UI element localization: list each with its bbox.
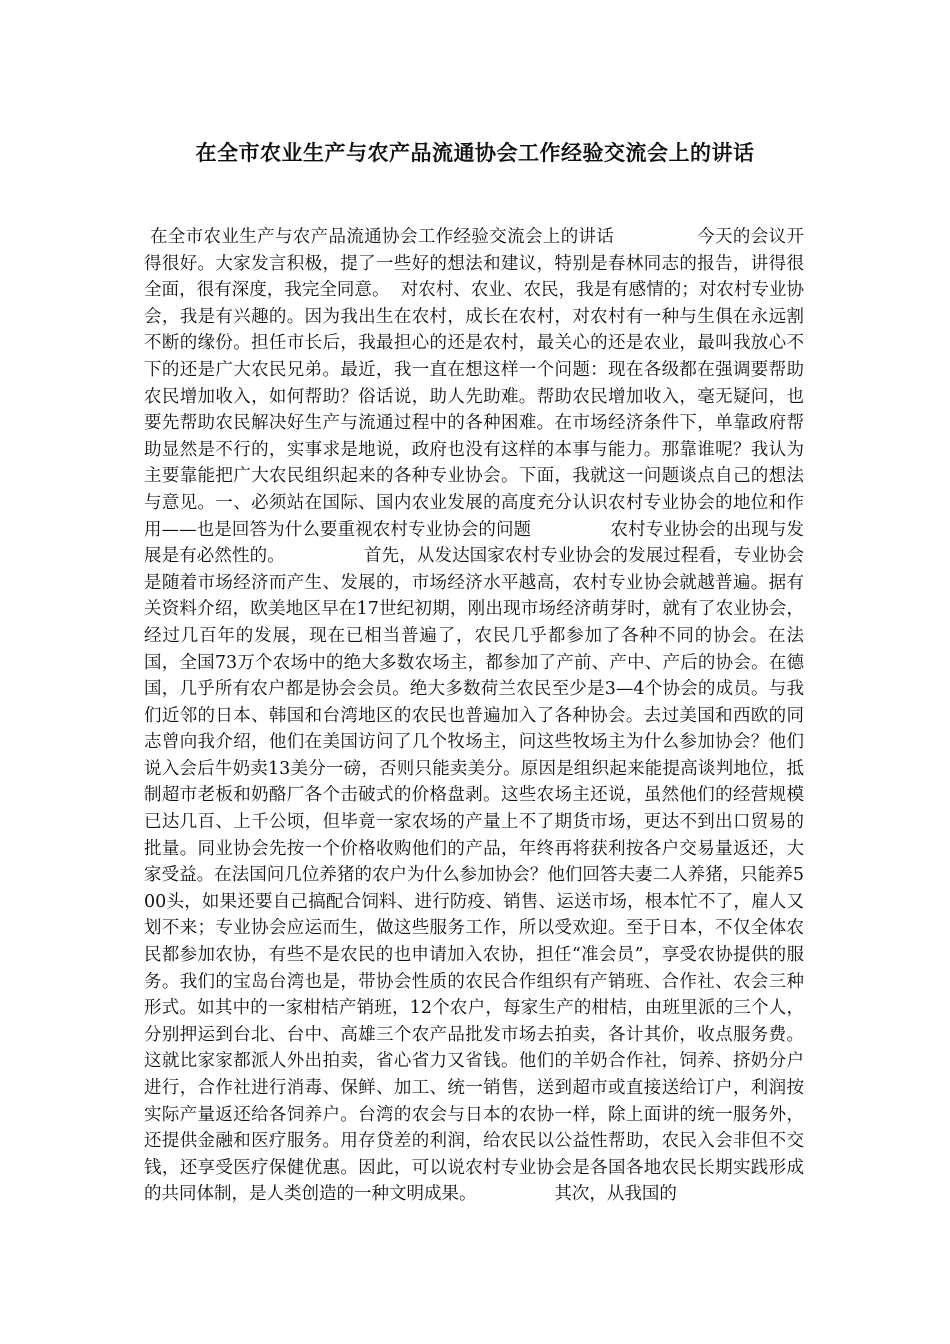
document-title: 在全市农业生产与农产品流通协会工作经验交流会上的讲话 (195, 141, 755, 165)
document-body: 在全市农业生产与农产品流通协会工作经验交流会上的讲话 今天的会议开得很好。大家发言积极，提了一些好的想法和建议，特别是春林同志的报告，讲得很全面，很有深度，我完全同意。 对农村、农业、农民，我是有感情的；对农村专业协会，我是有兴趣的。因为我出生在农村，成长在农村，对农村有一种与生俱在永远割不断的缘份。担任市长后，我最担心的还是农村，最关心的还是农业，最叫我放心不下的还是广大农民兄弟。最近，我一直在想这样一个问题：现在各级都在强调要帮助农民增加收入，如何帮助？俗话说，助人先助难。帮助农民增加收入，毫无疑问，也要先帮助农民解决好生产与流通过程中的各种困难。在市场经济条件下，单靠政府帮助显然是不行的，实事求是地说，政府也没有这样的本事与能力。那靠谁呢？我认为主要靠能把广大农民组织起来的各种专业协会。下面，我就这一问题谈点自己的想法与意见。一、必须站在国际、国内农业发展的高度充分认识农村专业协会的地位和作用——也是回答为什么要重视农村专业协会的问题 农村专业协会的出现与发展是有必然性的。 首先，从发达国家农村专业协会的发展过程看，专业协会是随着市场经济而产生、发展的，市场经济水平越高，农村专业协会就越普遍。据有关资料介绍，欧美地区早在17世纪初期，刚出现市场经济萌芽时，就有了农业协会，经过几百年的发展，现在已相当普遍了，农民几乎都参加了各种不同的协会。在法国，全国73万个农场中的绝大多数农场主，都参加了产前、产中、产后的协会。在德国，几乎所有农户都是协会会员。绝大多数荷兰农民至少是3—4个协会的成员。与我们近邻的日本、韩国和台湾地区的农民也普遍加入了各种协会。去过美国和西欧的同志曾向我介绍，他们在美国访问了几个牧场主，问这些牧场主为什么参加协会？他们说入会后牛奶卖13美分一磅，否则只能卖美分。原因是组织起来能提高谈判地位，抵制超市老板和奶酪厂各个击破式的价格盘剥。这些农场主还说，虽然他们的经营规模已达几百、上千公顷，但毕竟一家农场的产量上不了期货市场，更达不到出口贸易的批量。同业协会先按一个价格收购他们的产品，年终再将获利按各户交易量返还，大家受益。在法国问几位养猪的农户为什么参加协会？他们回答夫妻二人养猪，只能养500头，如果还要自己搞配合饲料、进行防疫、销售、运送市场，根本忙不了，雇人又划不来；专业协会应运而生，做这些服务工作，所以受欢迎。至于日本，不仅全体农民都参加农协，有些不是农民的也申请加入农协，担任“准会员”，享受农协提供的服务。我们的宝岛台湾也是，带协会性质的农民合作组织有产销班、合作社、农会三种形式。如其中的一家柑桔产销班，12个农户，每家生产的柑桔，由班里派的三个人，分别押运到台北、台中、高雄三个农产品批发市场去拍卖，各计其价，收点服务费。这就比家家都派人外出拍卖，省心省力又省钱。他们的羊奶合作社，饲养、挤奶分户进行，合作社进行消毒、保鲜、加工、统一销售，送到超市或直接送给订户，利润按实际产量返还给各饲养户。台湾的农会与日本的农协一样，除上面讲的统一服务外，还提供金融和医疗服务。用存贷差的利润，给农民以公益性帮助，农民入会非但不交钱，还享受医疗保健优惠。因此，可以说农村专业协会是各国各地农民长期实践形成的共同体制，是人类创造的一种文明成果。 其次，从我国的 (144, 227, 804, 1205)
